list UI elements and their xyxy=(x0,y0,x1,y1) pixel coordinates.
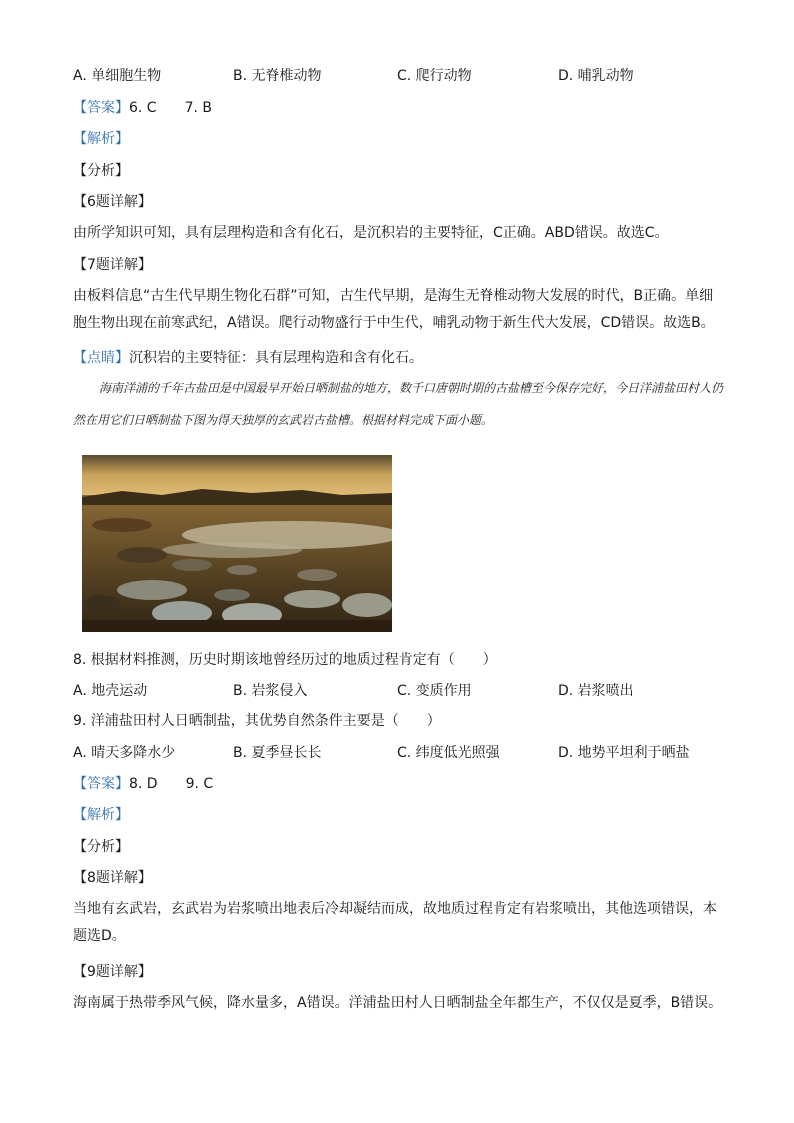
answer-tag: 【答案】 xyxy=(73,776,129,792)
q7-option-a: A. 单细胞生物 xyxy=(73,68,162,84)
q8-option-d: D. 岩浆喷出 xyxy=(558,683,634,699)
fenxi-tag: 【分析】 xyxy=(73,163,129,179)
point-line xyxy=(73,348,423,368)
q9-option-b: B. 夏季昼长长 xyxy=(233,745,322,761)
point-text: 沉积岩的主要特征：具有层理构造和含有化石。 xyxy=(129,350,423,366)
answer-text: 8. D 9. C xyxy=(129,776,214,792)
q7-detail-text: 由板料信息“古生代早期生物化石群”可知，古生代早期，是海生无脊椎动物大发展的时代，B正确。单细胞生物出现在前寒武纪，A错误。爬行动物盛行于中生代，哺乳动物于新生代大发展，CD错误。故选B。 xyxy=(73,288,715,331)
q8-option-b: B. 岩浆侵入 xyxy=(233,683,308,699)
q9-option-c: C. 纬度低光照强 xyxy=(397,745,500,761)
q7-option-b: B. 无脊椎动物 xyxy=(233,68,322,84)
fenxi-tag: 【分析】 xyxy=(73,839,129,855)
answer-line-6-7 xyxy=(73,98,212,118)
q6-detail-tag: 【6题详解】 xyxy=(73,194,152,210)
analysis-tag: 【解析】 xyxy=(73,807,129,823)
q9-detail-tag: 【9题详解】 xyxy=(73,964,152,980)
material-paragraph: 海南洋浦的千年古盐田是中国最早开始日晒制盐的地方，数千口唐朝时期的古盐槽至今保存完好，今日洋浦盐田村人仍然在用它们日晒制盐下图为得天独厚的玄武岩古盐槽。根据材料完成下面小题。 xyxy=(73,381,724,427)
q7-detail-tag: 【7题详解】 xyxy=(73,257,152,273)
q8-stem: 8. 根据材料推测，历史时期该地曾经历过的地质过程肯定有（ ） xyxy=(73,652,497,668)
q8-option-c: C. 变质作用 xyxy=(397,683,472,699)
q9-detail-text: 海南属于热带季风气候，降水量多，A错误。洋浦盐田村人日晒制盐全年都生产，不仅仅是夏季，B错误。 xyxy=(73,995,723,1011)
q8-detail-text: 当地有玄武岩，玄武岩为岩浆喷出地表后冷却凝结而成，故地质过程肯定有岩浆喷出，其他选项错误，本题选D。 xyxy=(73,901,717,944)
point-tag: 【点睛】 xyxy=(73,350,129,366)
answer-text: 6. C 7. B xyxy=(129,100,212,116)
q7-option-d: D. 哺乳动物 xyxy=(558,68,634,84)
salt-field-photo xyxy=(82,455,392,632)
q7-option-c: C. 爬行动物 xyxy=(397,68,472,84)
q8-detail-tag: 【8题详解】 xyxy=(73,870,152,886)
answer-line-8-9 xyxy=(73,774,213,794)
answer-tag: 【答案】 xyxy=(73,100,129,116)
q6-detail-text: 由所学知识可知，具有层理构造和含有化石，是沉积岩的主要特征，C正确。ABD错误。故选C。 xyxy=(73,225,669,241)
q9-stem: 9. 洋浦盐田村人日晒制盐，其优势自然条件主要是（ ） xyxy=(73,713,441,729)
q9-option-a: A. 晴天多降水少 xyxy=(73,745,176,761)
q9-option-d: D. 地势平坦利于晒盐 xyxy=(558,745,690,761)
q8-option-a: A. 地壳运动 xyxy=(73,683,148,699)
analysis-tag: 【解析】 xyxy=(73,131,129,147)
